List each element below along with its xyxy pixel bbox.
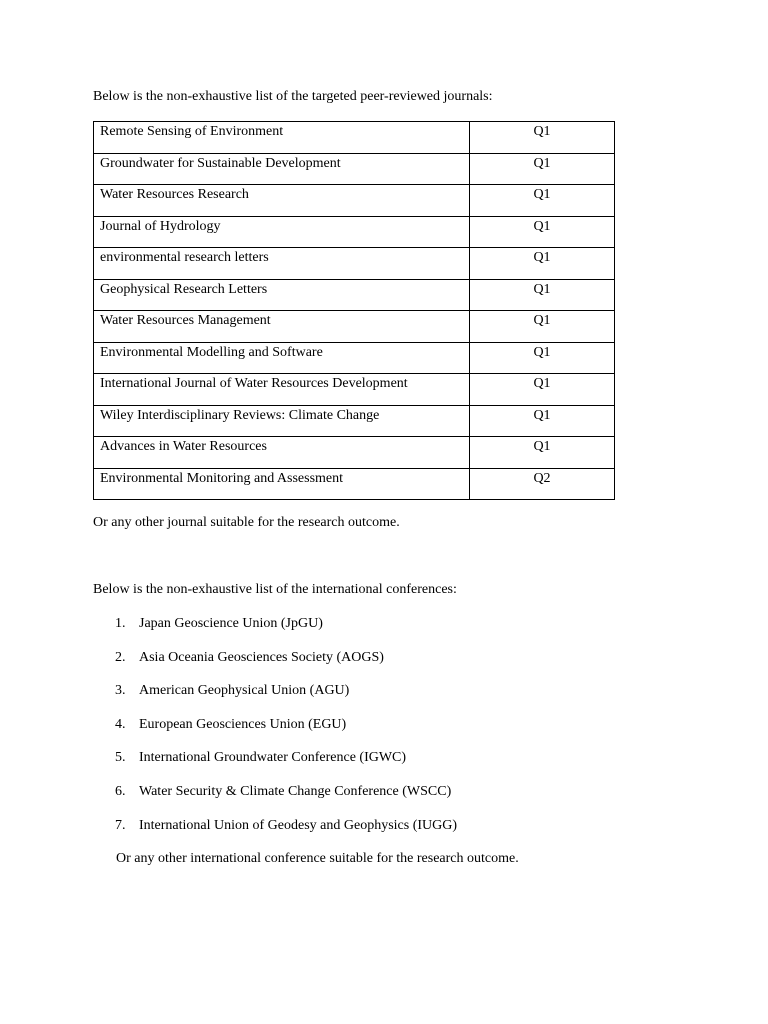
journal-name: Environmental Modelling and Software <box>94 342 470 374</box>
journal-rank: Q1 <box>470 342 615 374</box>
list-item-number: 4. <box>115 716 126 732</box>
journals-table <box>93 121 615 500</box>
journals-outro: Or any other journal suitable for the research outcome. <box>93 515 400 530</box>
list-item-text: International Union of Geodesy and Geophysics (IUGG) <box>139 817 458 833</box>
journal-rank: Q1 <box>470 153 615 185</box>
journal-name: Remote Sensing of Environment <box>94 122 470 154</box>
list-item-text: International Groundwater Conference (IGWC) <box>139 750 407 766</box>
list-item-number: 1. <box>115 616 126 631</box>
journal-name: environmental research letters <box>94 248 470 280</box>
journal-name: Water Resources Research <box>94 185 470 217</box>
list-item-number: 7. <box>115 817 126 833</box>
table-row <box>94 153 615 185</box>
journal-rank: Q1 <box>470 405 615 437</box>
journal-name: Geophysical Research Letters <box>94 279 470 311</box>
journal-rank: Q1 <box>470 311 615 343</box>
conferences-outro: Or any other international conference suitable for the research outcome. <box>116 851 519 866</box>
table-row <box>94 185 615 217</box>
journal-rank: Q1 <box>470 185 615 217</box>
table-row <box>94 122 615 154</box>
list-item-number: 5. <box>115 750 126 766</box>
table-row <box>94 279 615 311</box>
journal-rank: Q1 <box>470 437 615 469</box>
list-item-number: 3. <box>115 683 126 699</box>
list-item-number: 2. <box>115 649 126 665</box>
journal-name: International Journal of Water Resources Development <box>94 374 470 406</box>
table-row <box>94 437 615 469</box>
journal-rank: Q1 <box>470 216 615 248</box>
journal-name: Wiley Interdisciplinary Reviews: Climate Change <box>94 405 470 437</box>
list-item-text: Water Security & Climate Change Conference (WSCC) <box>139 783 452 799</box>
journal-name: Journal of Hydrology <box>94 216 470 248</box>
journal-name: Groundwater for Sustainable Development <box>94 153 470 185</box>
table-row <box>94 342 615 374</box>
list-item-text: Asia Oceania Geosciences Society (AOGS) <box>139 649 384 665</box>
table-row <box>94 311 615 343</box>
table-row <box>94 248 615 280</box>
table-row <box>94 216 615 248</box>
journal-rank: Q2 <box>470 468 615 500</box>
journal-rank: Q1 <box>470 122 615 154</box>
conferences-intro: Below is the non-exhaustive list of the international conferences: <box>93 582 457 597</box>
journal-name: Environmental Monitoring and Assessment <box>94 468 470 500</box>
list-item-text: American Geophysical Union (AGU) <box>139 683 350 699</box>
journal-name: Advances in Water Resources <box>94 437 470 469</box>
table-row <box>94 374 615 406</box>
list-item-text: European Geosciences Union (EGU) <box>139 716 347 732</box>
table-row <box>94 468 615 500</box>
list-item-number: 6. <box>115 783 126 799</box>
journal-rank: Q1 <box>470 248 615 280</box>
journal-rank: Q1 <box>470 374 615 406</box>
journal-name: Water Resources Management <box>94 311 470 343</box>
journal-rank: Q1 <box>470 279 615 311</box>
journals-intro: Below is the non-exhaustive list of the targeted peer-reviewed journals: <box>93 89 493 104</box>
list-item-text: Japan Geoscience Union (JpGU) <box>139 616 323 631</box>
table-row <box>94 405 615 437</box>
